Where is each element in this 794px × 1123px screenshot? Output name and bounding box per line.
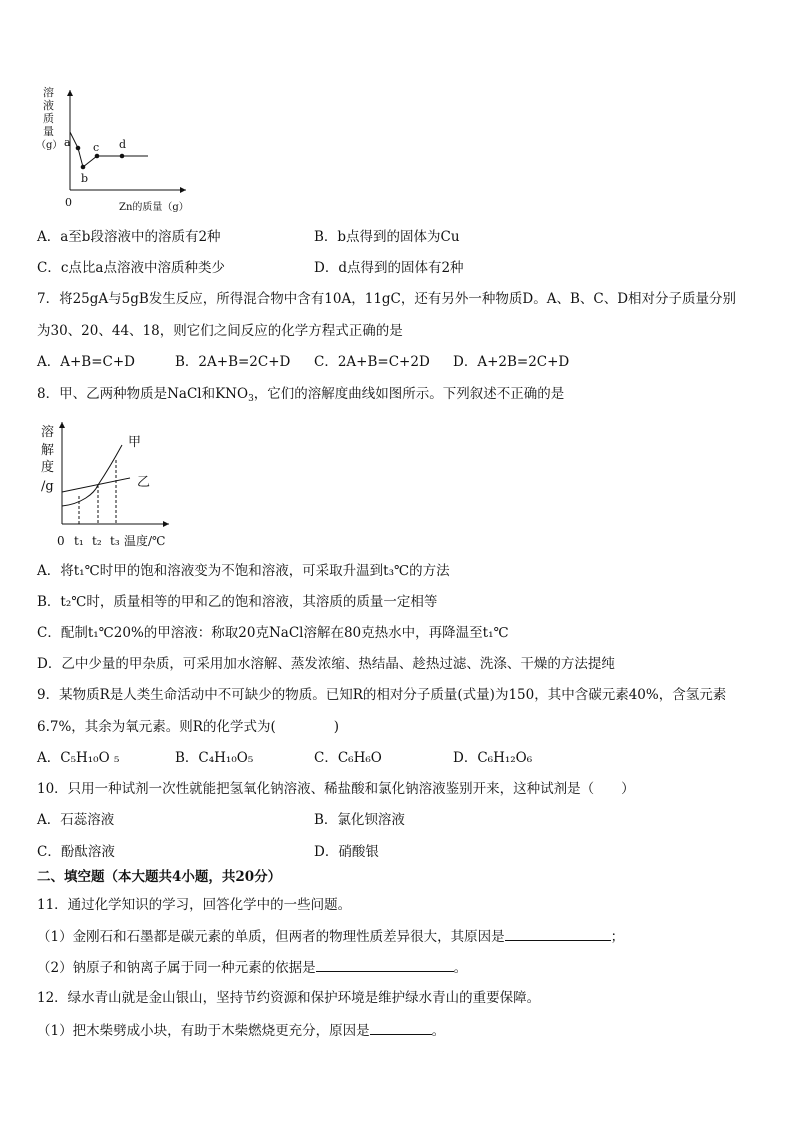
q9-stem-line2 <box>37 719 339 735</box>
x-axis-label: 温度/℃ <box>124 534 166 548</box>
curve-jia <box>62 445 122 506</box>
q7-stem-line1: 7．将25gA与5gB发生反应，所得混合物中含有10A，11gC，还有另外一种物质D。A、B、C、D相对分子质量分别 <box>37 291 737 307</box>
y-label-char: 溶 <box>43 86 54 99</box>
q9-stem-line1: 9．某物质R是人类生命活动中不可缺少的物质。已知R的相对分子质量(式量)为150，其中含碳元素40%，含氢元素 <box>37 687 727 703</box>
y-label-char: 度 <box>41 460 55 475</box>
q8-stem <box>37 386 564 402</box>
y-unit: （g） <box>36 140 63 151</box>
q7-option-a: A．A+B=C+D <box>37 354 136 370</box>
q12-part1-end: 。 <box>431 1023 446 1039</box>
q8-stem-pre: 8．甲、乙两种物质是NaCl和KNO <box>37 386 249 402</box>
q11-part1-end: ； <box>610 929 625 945</box>
x-axis-label: Zn的质量（g） <box>119 202 189 213</box>
tick-t1: t₁ <box>74 534 84 548</box>
q12-stem: 12．绿水青山就是金山银山，坚持节约资源和保护环境是维护绿水青山的重要保障。 <box>37 990 541 1006</box>
curve-yi <box>62 478 130 492</box>
q8-option-b: B．t₂℃时，质量相等的甲和乙的饱和溶液，其溶质的质量一定相等 <box>37 594 438 610</box>
q7-option-b: B．2A+B=2C+D <box>175 354 291 370</box>
mass-curve <box>70 132 148 167</box>
y-label-char: 量 <box>43 125 54 138</box>
q11-part2-end: 。 <box>453 960 468 976</box>
q7-stem-line2: 为30、20、44、18，则它们之间反应的化学方程式正确的是 <box>37 323 403 339</box>
q8-stem-sub: 3 <box>248 394 254 404</box>
label-d: d <box>119 138 127 151</box>
q11-part1-blank[interactable] <box>505 928 611 941</box>
y-label-char: 溶 <box>41 425 55 440</box>
q6-option-d: D．d点得到的固体有2种 <box>314 260 464 276</box>
q8-option-a: A．将t₁℃时甲的饱和溶液变为不饱和溶液，可采取升温到t₃℃的方法 <box>37 563 450 579</box>
tick-t2: t₂ <box>92 534 102 548</box>
q9-option-a: A．C₅H₁₀O ₅ <box>37 750 120 766</box>
point-c <box>95 154 100 159</box>
series-label-yi: 乙 <box>137 475 151 490</box>
q12-part1-blank[interactable] <box>370 1022 432 1035</box>
q8-option-d: D．乙中少量的甲杂质，可采用加水溶解、蒸发浓缩、热结晶、趁热过滤、洗涤、干燥的方法提纯 <box>37 656 615 672</box>
q10-option-c: C．酚酞溶液 <box>37 844 115 860</box>
point-b <box>81 165 86 170</box>
q10-option-a: A．石蕊溶液 <box>37 812 115 828</box>
q9-option-b: B．C₄H₁₀O₅ <box>175 750 254 766</box>
q9-option-c: C．C₆H₆O <box>314 750 382 766</box>
q10-stem: 10．只用一种试剂一次性就能把氢氧化钠溶液、稀盐酸和氯化钠溶液鉴别开来，这种试剂是（ ） <box>37 781 635 797</box>
q9-stem-line2-pre: 6.7%，其余为氧元素。则R的化学式为( <box>37 719 276 735</box>
y-label-char: 解 <box>41 443 55 458</box>
q10-option-d: D．硝酸银 <box>314 844 379 860</box>
q6-option-b: B．b点得到的固体为Cu <box>314 229 460 245</box>
y-label-char: 质 <box>43 112 54 125</box>
q10-option-b: B．氯化钡溶液 <box>314 812 405 828</box>
q11-part1 <box>37 928 624 945</box>
y-label-char: /g <box>41 479 54 494</box>
q8-stem-post: ，它们的溶解度曲线如图所示。下列叙述不正确的是 <box>253 386 565 402</box>
q9-stem-line2-post: ) <box>333 719 340 735</box>
label-b: b <box>81 172 89 185</box>
q12-part1 <box>37 1022 445 1039</box>
series-label-jia: 甲 <box>128 435 142 450</box>
q11-stem: 11．通过化学知识的学习，回答化学中的一些问题。 <box>37 897 352 913</box>
q11-part2 <box>37 959 467 976</box>
point-a <box>76 146 81 151</box>
q9-option-d: D．C₆H₁₂O₆ <box>453 750 533 766</box>
section-title: 二、填空题（本大题共4小题，共20分） <box>37 869 282 885</box>
q7-option-c: C．2A+B=C+2D <box>314 354 430 370</box>
solubility-graph <box>36 414 186 554</box>
q6-option-c: C．c点比a点溶液中溶质种类少 <box>37 260 225 276</box>
q11-part2-text: （2）钠原子和钠离子属于同一种元素的依据是 <box>37 960 316 976</box>
tick-t3: t₃ <box>110 534 120 548</box>
q12-part1-text: （1）把木柴劈成小块，有助于木柴燃烧更充分，原因是 <box>37 1023 370 1039</box>
q11-part2-blank[interactable] <box>316 959 454 972</box>
solution-mass-graph <box>36 82 206 216</box>
q7-option-d: D．A+2B=2C+D <box>453 354 570 370</box>
label-c: c <box>93 141 100 154</box>
q11-part1-text: （1）金刚石和石墨都是碳元素的单质，但两者的物理性质差异很大，其原因是 <box>37 929 505 945</box>
origin-label: 0 <box>57 534 65 548</box>
label-a: a <box>64 136 71 149</box>
origin-label: 0 <box>65 196 72 209</box>
y-label-char: 液 <box>43 99 54 112</box>
q6-option-a: A．a至b段溶液中的溶质有2种 <box>37 229 221 245</box>
q8-option-c: C．配制t₁℃20%的甲溶液：称取20克NaCl溶解在80克热水中，再降温至t₁℃ <box>37 625 509 641</box>
point-d <box>120 154 125 159</box>
